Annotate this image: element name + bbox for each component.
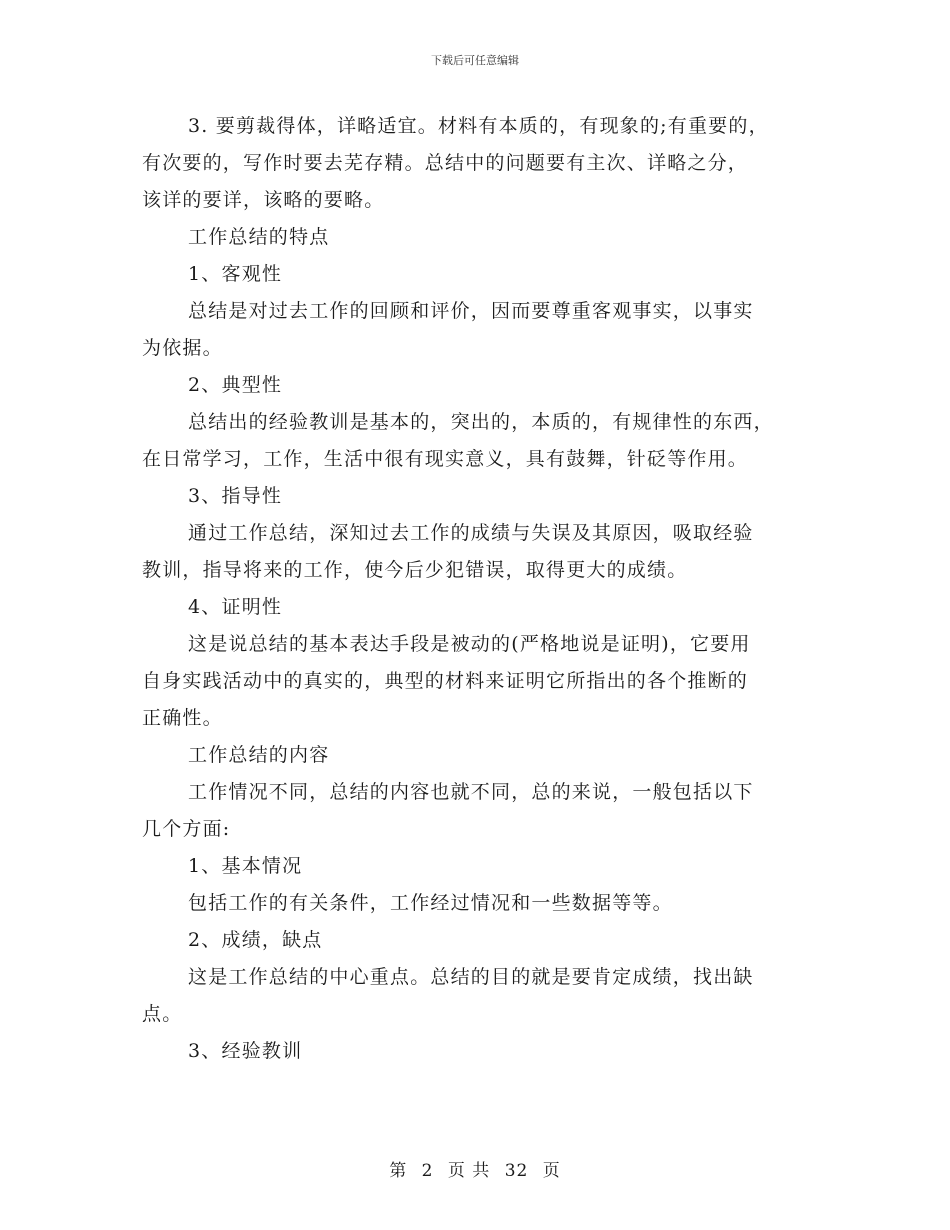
paragraph: 3. 要剪裁得体，详略适宜。材料有本质的，有现象的;有重要的， 有次要的，写作时要去芜存精。总结中的问题要有主次、详略之分， 该详的要详，该略的要略。 [142,115,769,211]
subheading: 2、典型性 [188,374,283,396]
subheading: 2、成绩，缺点 [188,929,323,951]
paragraph: 通过工作总结，深知过去工作的成绩与失误及其原因，吸取经验 教训，指导将来的工作，使今后少犯错误，取得更大的成绩。 [142,522,754,581]
subheading: 1、客观性 [188,263,283,285]
paragraph: 总结是对过去工作的回顾和评价，因而要尊重客观事实，以事实 为依据。 [142,300,754,359]
subheading: 3、经验教训 [188,1040,303,1062]
paragraph: 包括工作的有关条件，工作经过情况和一些数据等等。 [188,892,673,914]
paragraph: 这是工作总结的中心重点。总结的目的就是要肯定成绩，找出缺 点。 [142,966,754,1025]
page-footer [0,1156,950,1181]
paragraph: 工作情况不同，总结的内容也就不同，总的来说，一般包括以下 几个方面: [142,781,754,840]
footer-suffix: 页 [542,1161,561,1181]
subheading: 4、证明性 [188,596,283,618]
subheading: 3、指导性 [188,485,283,507]
current-page-number: 2 [421,1161,434,1181]
subheading: 1、基本情况 [188,855,303,877]
total-pages-number: 32 [504,1161,529,1181]
section-heading: 工作总结的内容 [188,744,330,766]
paragraph: 这是说总结的基本表达手段是被动的(严格地说是证明)，它要用 自身实践活动中的真实的，典型的材料来证明它所指出的各个推断的 正确性。 [142,633,751,729]
footer-middle: 页 共 [447,1161,491,1181]
paragraph: 总结出的经验教训是基本的，突出的，本质的，有规律性的东西， 在日常学习，工作，生活中很有现实意义，具有鼓舞，针砭等作用。 [142,411,774,470]
document-body [142,108,812,1070]
section-heading: 工作总结的特点 [188,226,330,248]
footer-prefix: 第 [389,1161,408,1181]
header-note: 下载后可任意编辑 [431,54,519,67]
